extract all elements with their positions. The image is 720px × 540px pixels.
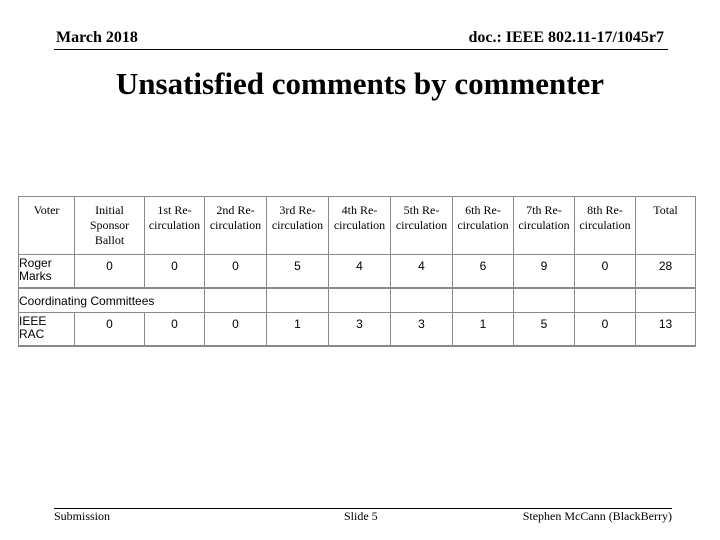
table-header-row: [19, 197, 696, 255]
empty-cell: [391, 288, 453, 313]
comments-table: [18, 196, 696, 347]
table-cell-total: 13: [636, 313, 696, 347]
empty-cell: [453, 288, 514, 313]
table-cell: 1: [267, 313, 329, 347]
col-header-initial: Initial Sponsor Ballot: [75, 197, 145, 255]
section-label: Coordinating Committees: [19, 288, 205, 313]
col-header-recirc-4: 4th Re-circulation: [329, 197, 391, 255]
col-header-recirc-6: 6th Re-circulation: [453, 197, 514, 255]
empty-cell: [329, 288, 391, 313]
header-date: March 2018: [56, 29, 138, 46]
voter-name: Roger Marks: [19, 255, 75, 289]
col-header-recirc-2: 2nd Re-circulation: [205, 197, 267, 255]
col-header-voter: Voter: [19, 197, 75, 255]
col-header-recirc-1: 1st Re-circulation: [145, 197, 205, 255]
header-doc-id: doc.: IEEE 802.11-17/1045r7: [468, 29, 664, 46]
table-cell: 0: [575, 313, 636, 347]
table-cell: 6: [453, 255, 514, 289]
table-cell: 5: [267, 255, 329, 289]
table-cell: 0: [205, 313, 267, 347]
empty-cell: [514, 288, 575, 313]
col-header-total: Total: [636, 197, 696, 255]
table-cell: 5: [514, 313, 575, 347]
table-cell: 9: [514, 255, 575, 289]
table-cell: 3: [391, 313, 453, 347]
empty-cell: [267, 288, 329, 313]
table-row: [19, 255, 696, 289]
table-row: [19, 313, 696, 347]
table-cell: 1: [453, 313, 514, 347]
col-header-recirc-8: 8th Re-circulation: [575, 197, 636, 255]
table-cell: 4: [329, 255, 391, 289]
slide-title: Unsatisfied comments by commenter: [115, 66, 605, 101]
table-cell: 0: [205, 255, 267, 289]
table-cell: 0: [75, 255, 145, 289]
empty-cell: [636, 288, 696, 313]
table-cell: 0: [145, 313, 205, 347]
table-cell: 0: [575, 255, 636, 289]
footer-author: Stephen McCann (BlackBerry): [522, 509, 672, 523]
voter-name: IEEE RAC: [19, 313, 75, 347]
footer-slide-number: Slide 5: [344, 509, 378, 523]
table-cell: 4: [391, 255, 453, 289]
col-header-recirc-7: 7th Re-circulation: [514, 197, 575, 255]
col-header-recirc-5: 5th Re-circulation: [391, 197, 453, 255]
section-row: [19, 288, 696, 313]
empty-cell: [575, 288, 636, 313]
header-divider: [54, 49, 668, 50]
table-cell-total: 28: [636, 255, 696, 289]
col-header-recirc-3: 3rd Re-circulation: [267, 197, 329, 255]
table-cell: 0: [75, 313, 145, 347]
table-cell: 3: [329, 313, 391, 347]
footer-submission: Submission: [54, 509, 111, 523]
empty-cell: [205, 288, 267, 313]
table-cell: 0: [145, 255, 205, 289]
